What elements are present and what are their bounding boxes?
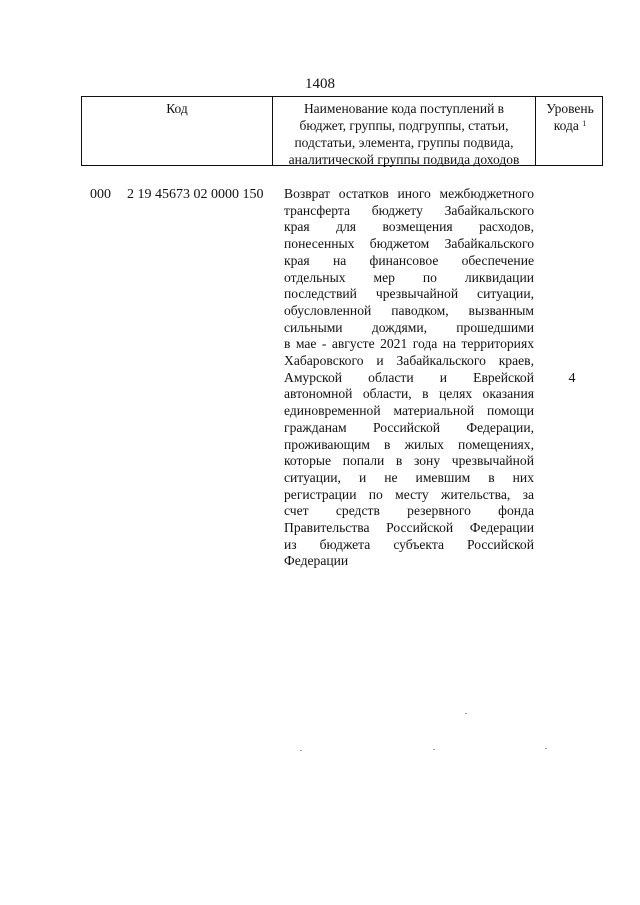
description-line: понесенных бюджетом Забайкальского xyxy=(284,236,534,252)
description-line: Правительства Российской Федерации xyxy=(284,520,534,536)
header-level-word: кода xyxy=(553,118,579,133)
page-number: 1408 xyxy=(305,76,335,92)
description-line: края для возмещения расходов, xyxy=(284,219,534,235)
header-name-line: подстатьи, элемента, группы подвида, xyxy=(294,135,514,150)
column-divider xyxy=(535,97,536,165)
header-name xyxy=(273,100,535,168)
header-name-line: аналитической группы подвида доходов xyxy=(288,152,520,167)
scan-speck xyxy=(545,748,547,749)
description-line: Хабаровского и Забайкальского краев, xyxy=(284,353,534,369)
row-code-prefix: 000 xyxy=(90,187,111,202)
header-name-line: Наименование кода поступлений в xyxy=(303,101,505,116)
header-code: Код xyxy=(166,101,188,116)
description-line: обусловленной паводком, вызванным xyxy=(284,302,534,318)
description-line: в мае - августе 2021 года на территориях xyxy=(284,336,534,352)
table-header xyxy=(81,96,603,166)
description-line: регистрации по месту жительства, за xyxy=(284,486,534,502)
description-line: из бюджета субъекта Российской xyxy=(284,536,534,552)
description-line: единовременной материальной помощи xyxy=(284,403,534,419)
description-line: Федерации xyxy=(284,553,349,569)
header-level xyxy=(537,100,603,134)
row-description xyxy=(284,186,534,570)
description-line: отдельных мер по ликвидации xyxy=(284,269,534,285)
header-level-line: Уровень xyxy=(546,101,594,116)
header-level-line xyxy=(537,117,603,134)
description-line: Амурской области и Еврейской xyxy=(284,369,534,385)
description-line: которые попали в зону чрезвычайной xyxy=(284,453,534,469)
description-line: автономной области, в целях оказания xyxy=(284,386,534,402)
scan-speck xyxy=(465,713,467,714)
description-line: Возврат остатков иного межбюджетного xyxy=(284,186,534,201)
header-name-line: бюджет, группы, подгруппы, статьи, xyxy=(299,118,509,133)
row-code: 2 19 45673 02 0000 150 xyxy=(127,187,264,202)
row-level: 4 xyxy=(568,371,576,386)
description-line: сильными дождями, прошедшими xyxy=(284,319,534,335)
description-line: проживающим в жилых помещениях, xyxy=(284,436,534,452)
description-line: гражданам Российской Федерации, xyxy=(284,419,534,435)
description-line: ситуации, и не имевшим в них xyxy=(284,469,534,485)
scan-speck xyxy=(433,749,435,750)
scan-speck xyxy=(300,750,302,751)
footnote-marker: 1 xyxy=(582,119,587,128)
description-line: последствий чрезвычайной ситуации, xyxy=(284,286,534,302)
description-line: трансферта бюджету Забайкальского xyxy=(284,202,534,218)
description-line: счет средств резервного фонда xyxy=(284,503,534,519)
description-line: края на финансовое обеспечение xyxy=(284,252,534,268)
